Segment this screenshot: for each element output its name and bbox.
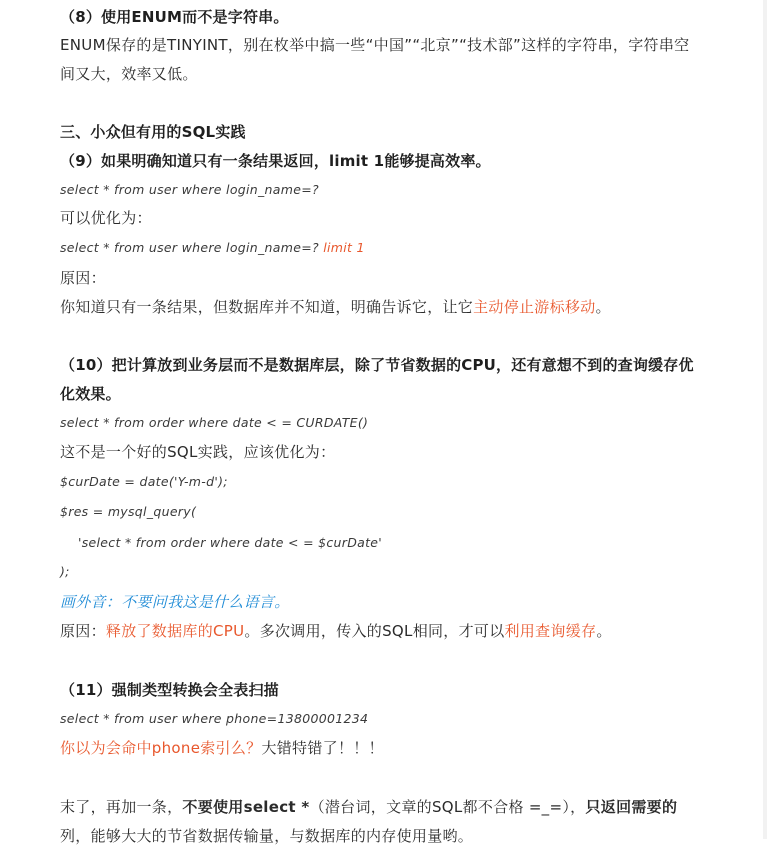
section-8-paragraph-line-2: 间又大，效率又低。 [60,65,198,83]
section-3-title: 三、小众但有用的SQL实践 [60,123,246,141]
reason-label: 原因： [60,269,106,287]
reason-prefix: 原因： [60,622,106,640]
explanation-highlight: 主动停止游标移动 [473,298,596,316]
section-10-heading-line-2: 化效果。 [60,385,121,403]
optimize-label: 可以优化为： [60,209,152,227]
final-aside: （潜台词，文章的SQL都不合格 =_=）， [309,798,586,816]
code-select-login-limit [60,240,749,255]
aside-note: 画外音：不要问我这是什么语言。 [60,593,290,611]
section-10-heading-line-1: （10）把计算放到业务层而不是数据库层，除了节省数据的CPU，还有意想不到的查询缓存优 [60,356,694,374]
section-9-explanation [60,296,749,317]
final-bold-return: 只返回需要的 [585,798,678,816]
section-8-paragraph-line-1: ENUM保存的是TINYINT，别在枚举中搞一些“中国”“北京”“技术部”这样的字符串，字符串空 [60,36,690,54]
code-res-query: $res = mysql_query( [60,504,197,519]
scroll-edge [763,0,767,839]
code-main: select * from user where login_name=? [60,240,324,255]
section-9-heading: （9）如果明确知道只有一条结果返回，limit 1能够提高效率。 [60,152,491,170]
code-curdate: $curDate = date('Y-m-d'); [60,474,228,489]
final-note-line-1 [60,796,749,817]
not-good-practice: 这不是一个好的SQL实践，应该优化为： [60,443,336,461]
question-highlight: 你以为会命中phone索引么？ [60,739,262,757]
question-answer: 大错特错了！！！ [261,739,384,757]
code-limit-highlight: limit 1 [323,240,365,255]
section-11-question [60,737,749,758]
code-select-order: select * from order where date < = CURDATE() [60,415,369,430]
final-prefix: 末了，再加一条， [60,798,183,816]
code-select-login: select * from user where login_name=? [60,182,319,197]
reason-end: 。 [596,622,612,640]
code-close-paren: ); [60,564,70,579]
explanation-end: 。 [595,298,611,316]
reason-highlight-cache: 利用查询缓存 [504,622,597,640]
section-10-reason [60,620,749,641]
final-bold-select: 不要使用select * [182,798,310,816]
reason-highlight-cpu: 释放了数据库的CPU [105,622,245,640]
section-11-heading: （11）强制类型转换会全表扫描 [60,681,279,699]
reason-middle: 。多次调用，传入的SQL相同，才可以 [244,622,505,640]
explanation-text: 你知道只有一条结果，但数据库并不知道，明确告诉它，让它 [60,298,474,316]
section-8-heading: （8）使用ENUM而不是字符串。 [60,8,289,26]
code-select-phone: select * from user where phone=13800001234 [60,711,369,726]
code-query-string: 'select * from order where date < = $curDate' [78,535,383,550]
final-note-line-2: 列，能够大大的节省数据传输量，与数据库的内存使用量哟。 [60,827,474,845]
